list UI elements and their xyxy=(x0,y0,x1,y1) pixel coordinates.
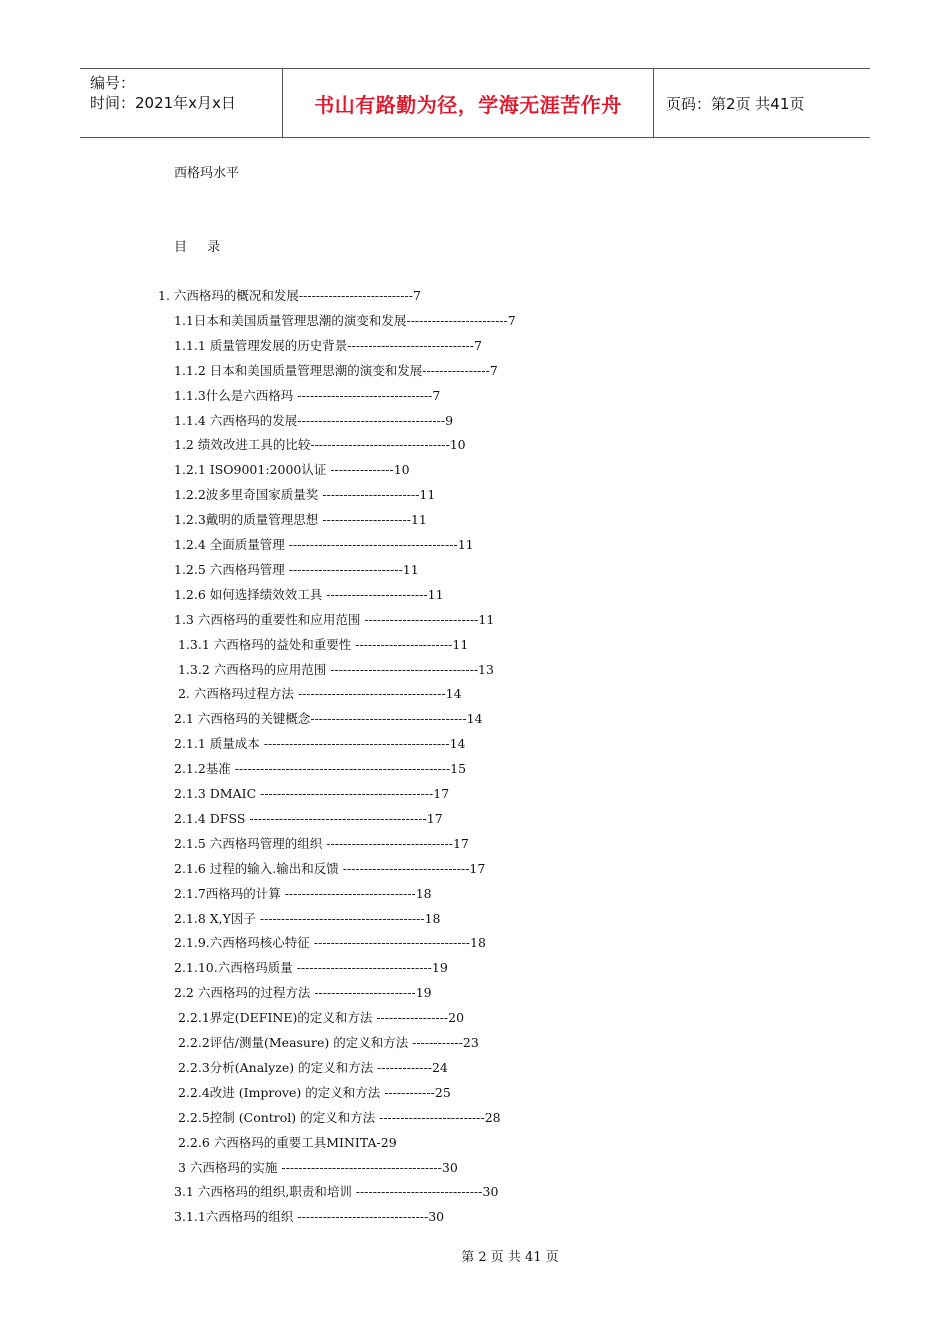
toc-entry: 1.3 六西格玛的重要性和应用范围 ---------------------------11 xyxy=(174,611,495,627)
page-footer: 第 2 页 共 41 页 xyxy=(461,1250,559,1265)
toc-entry: 1.1.2 日本和美国质量管理思潮的演变和发展----------------7 xyxy=(174,362,498,378)
toc-entry: 1.2.1 ISO9001:2000认证 ---------------10 xyxy=(174,462,410,478)
toc-entry: 2.2.1界定(DEFINE)的定义和方法 -----------------20 xyxy=(174,1010,465,1026)
toc-entry: 2.2.2评估/测量(Measure) 的定义和方法 ------------23 xyxy=(174,1035,479,1050)
toc-heading: 目 录 xyxy=(174,240,229,255)
toc-entry: 1.2.5 六西格玛管理 ---------------------------11 xyxy=(174,561,419,577)
page-header xyxy=(80,68,870,138)
toc-entry: 3 六西格玛的实施 --------------------------------------30 xyxy=(174,1159,458,1175)
toc-entry: 2.1.7西格玛的计算 -------------------------------18 xyxy=(174,885,432,901)
toc-entry: 1. 六西格玛的概况和发展---------------------------7 xyxy=(158,288,421,303)
toc-entry: 3.1 六西格玛的组织,职责和培训 ------------------------------30 xyxy=(174,1184,499,1200)
toc-entry: 2.1.3 DMAIC -----------------------------------------17 xyxy=(174,786,450,801)
toc-entry: 2.1.5 六西格玛管理的组织 ------------------------------17 xyxy=(174,835,469,851)
toc-entry: 2.2.3分析(Analyze) 的定义和方法 -------------24 xyxy=(174,1059,448,1075)
toc-entry: 1.2.2波多里奇国家质量奖 -----------------------11 xyxy=(174,487,436,503)
toc-entry: 2.1.9.六西格玛核心特征 -------------------------------------18 xyxy=(174,935,486,951)
toc-entry: 1.2.6 如何选择绩效效工具 ------------------------11 xyxy=(174,586,444,602)
toc-entry: 2.1.8 X,Y因子 ---------------------------------------18 xyxy=(174,910,441,926)
toc-entry: 1.1日本和美国质量管理思潮的演变和发展------------------------7 xyxy=(174,312,516,328)
toc-entry: 2. 六西格玛过程方法 -----------------------------------14 xyxy=(174,686,462,702)
toc-entry: 1.1.4 六西格玛的发展-----------------------------------9 xyxy=(174,412,454,428)
time-label: 时间：2021年x月x日 xyxy=(90,94,236,112)
header-motto: 书山有路勤为径，学海无涯苦作舟 xyxy=(282,69,654,137)
toc-entry: 1.2 绩效改进工具的比较---------------------------------10 xyxy=(174,437,466,453)
number-label: 编号： xyxy=(90,74,136,92)
toc-entry: 1.3.2 六西格玛的应用范围 -----------------------------------13 xyxy=(174,661,494,677)
toc-entry: 2.1 六西格玛的关键概念-------------------------------------14 xyxy=(174,711,483,727)
toc-entry: 2.2.6 六西格玛的重要工具MINITA-29 xyxy=(174,1134,397,1150)
toc-entry: 1.1.3什么是六西格玛 --------------------------------7 xyxy=(174,387,441,403)
toc-entry: 2.1.2基准 ---------------------------------------------------15 xyxy=(174,761,467,777)
toc-entry: 2.1.1 质量成本 --------------------------------------------14 xyxy=(174,736,466,752)
toc-entry: 3.1.1六西格玛的组织 -------------------------------30 xyxy=(174,1209,445,1225)
document-title: 西格玛水平 xyxy=(174,166,240,181)
toc-entry: 2.1.10.六西格玛质量 --------------------------------19 xyxy=(174,960,448,976)
toc-entry: 2.1.6 过程的输入.输出和反馈 ------------------------------17 xyxy=(174,860,486,876)
toc-entry: 1.2.3戴明的质量管理思想 ---------------------11 xyxy=(174,512,427,528)
toc-entry: 2.2.4改进 (Improve) 的定义和方法 ------------25 xyxy=(174,1084,451,1100)
toc-entry: 1.2.4 全面质量管理 ----------------------------------------11 xyxy=(174,537,474,552)
header-page-info: 页码：第2页 共41页 xyxy=(666,94,805,113)
toc-entry: 1.3.1 六西格玛的益处和重要性 -----------------------11 xyxy=(174,636,469,652)
header-meta xyxy=(80,69,282,137)
toc-entry: 2.2.5控制 (Control) 的定义和方法 -------------------------28 xyxy=(174,1109,501,1125)
toc-entry: 2.1.4 DFSS ------------------------------------------17 xyxy=(174,810,443,826)
toc-entry: 2.2 六西格玛的过程方法 ------------------------19 xyxy=(174,985,432,1001)
toc-entry: 1.1.1 质量管理发展的历史背景------------------------------7 xyxy=(174,337,482,353)
